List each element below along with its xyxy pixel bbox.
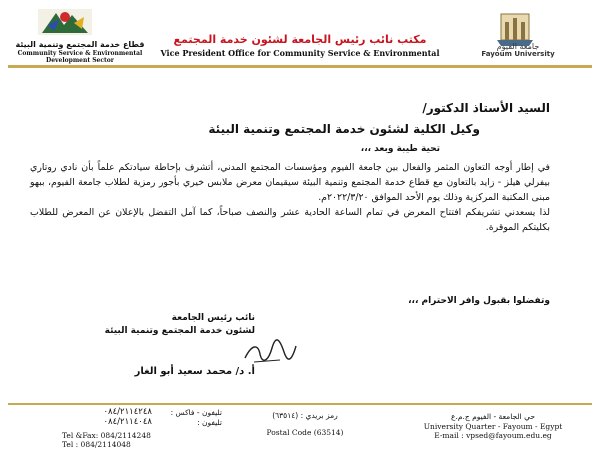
footer-tel-label-ar: تليفون :	[197, 418, 222, 427]
signatory-title: نائب رئيس الجامعة	[171, 313, 255, 323]
sector-name-en	[5, 50, 155, 64]
body-paragraph-2: لذا يسعدني تشريفكم افتتاح المعرض في تمام الساعة الحادية عشر والنصف صباحاً، كما آمل التفضل بالإعلان عن المعرض للطلاب بكليتكم الموقرة.	[30, 207, 550, 233]
sector-name-ar: قطاع خدمة المجتمع وتنمية البيئة	[15, 40, 145, 49]
sector-name-en-line2: Development Sector	[46, 57, 114, 64]
handwritten-signature	[240, 336, 300, 366]
footer-email: E-mail : vpsed@fayoum.edu.eg	[434, 431, 552, 440]
footer-tel-en: Tel : 084/2114048	[62, 440, 131, 449]
footer-tel-number-ar: ٠٨٤/٢١١٤٠٤٨	[103, 417, 152, 427]
office-title-ar: مكتب نائب رئيس الجامعة لشئون خدمة المجتمع	[173, 33, 427, 46]
university-name-ar: جامعة الفيوم	[496, 42, 540, 51]
addressee: وكيل الكلية لشئون خدمة المجتمع وتنمية البيئة	[208, 122, 480, 136]
signatory-name: أ. د/ محمد سعيد أبو الغار	[134, 366, 255, 377]
footer-divider	[8, 403, 592, 405]
footer-telfax-number-ar: ٠٨٤/٢١١٤٢٤٨	[103, 407, 152, 417]
community-service-sector-logo	[30, 5, 100, 41]
salutation: السيد الأستاذ الدكتور/	[422, 101, 550, 115]
office-title-en: Vice President Office for Community Service & Environmental	[160, 48, 440, 58]
footer-address-en: University Quarter - Fayoum - Egypt	[423, 422, 563, 431]
header-divider	[8, 65, 592, 68]
footer-postal-en: Postal Code (63514)	[266, 428, 344, 437]
signatory-department: لشئون خدمة المجتمع وتنمية البيئة	[104, 326, 255, 336]
university-name-en: Fayoum University	[481, 50, 555, 58]
letter-body	[30, 160, 550, 235]
footer-telfax-label-ar: تليفون - فاكس :	[170, 408, 222, 417]
greeting: تحية طيبة وبعد ،،،	[360, 144, 440, 154]
closing-line: وتفضلوا بقبول وافر الاحترام ،،،	[408, 296, 550, 306]
footer-postal-ar: رمز بريدي : (٦٣٥١٤)	[272, 411, 338, 420]
body-paragraph-1: في إطار أوجه التعاون المثمر والفعال بين جامعة الفيوم ومؤسسات المجتمع المدني، أتشرف بإحاطة سيادتكم علماً بأن نادي روتاري بيفرلي هيلز - زايد بالتعاون مع قطاع خدمة المجتمع وتنمية البيئة سيقيمان معرض ملابس خيري بأجور رمزية لطلاب جامعة الفيوم، ببهو مبنى المكتبة المركزية وذلك يوم الأحد الموافق ٢٠٢٢/٣/٢٠م.	[30, 162, 550, 203]
footer-telfax-en: Tel &Fax: 084/2114248	[62, 431, 151, 440]
sector-name-en-line1: Community Service & Environmental	[17, 50, 143, 57]
footer-address-ar: حي الجامعة - الفيوم ج.م.ع	[451, 412, 535, 421]
